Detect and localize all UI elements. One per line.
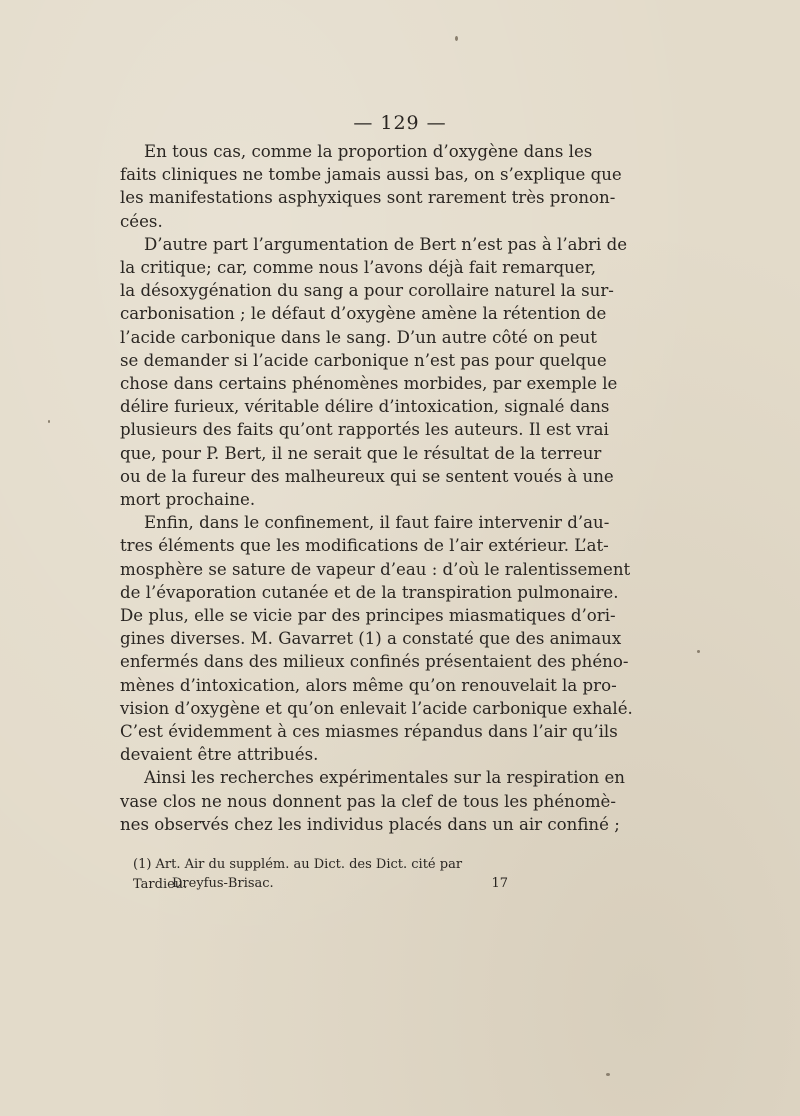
text-line: plusieurs des faits qu’ont rapportés les auteurs. Il est vrai [120,420,609,440]
text-line: gines diverses. M. Gavarret (1) a constaté que des animaux [120,629,622,649]
body-text [120,140,633,836]
text-line: mènes d’intoxication, alors même qu’on renouvelait la pro- [120,675,617,695]
text-line: Enfin, dans le confinement, il faut faire intervenir d’au- [144,513,610,533]
text-line: mort prochaine. [120,490,256,510]
text-line: délire furieux, véritable délire d’intoxication, signalé dans [120,397,610,417]
text-line: Ainsi les recherches expérimentales sur la respiration en [144,768,625,788]
text-line: les manifestations asphyxiques sont rarement très pronon- [120,188,616,208]
text-line: chose dans certains phénomènes morbides, par exemple le [120,374,618,394]
footnote: (1) Art. Air du supplém. au Dict. des Dict. cité par Tardieu. [133,857,463,892]
text-line: ou de la fureur des malheureux qui se sentent voués à une [120,466,614,486]
text-line: carbonisation ; le défaut d’oxygène amène la rétention de [120,304,607,324]
text-line: devaient être attribués. [120,745,319,765]
text-line: enfermés dans des milieux confinés présentaient des phéno- [120,652,629,672]
text-line: l’acide carbonique dans le sang. D’un autre côté on peut [120,327,597,347]
paper-speck [48,420,50,423]
page-number: — 129 — [353,112,447,134]
text-line: De plus, elle se vicie par des principes miasmatiques d’ori- [120,606,616,626]
text-line: mosphère se sature de vapeur d’eau : d’où le ralentissement [120,559,631,579]
text-line: tres éléments que les modifications de l’air extérieur. L’at- [120,536,609,556]
text-line: D’autre part l’argumentation de Bert n’est pas à l’abri de [144,234,628,254]
text-line: la critique; car, comme nous l’avons déjà fait remarquer, [120,258,597,278]
signature-author: Dreyfus-Brisac. [172,876,274,891]
text-line: que, pour P. Bert, il ne serait que le résultat de la terreur [120,443,602,463]
text-line: C’est évidemment à ces miasmes répandus dans l’air qu’ils [120,722,618,742]
text-line: faits cliniques ne tombe jamais aussi bas, on s’explique que [120,165,622,185]
signature-number: 17 [491,876,508,891]
text-line: se demander si l’acide carbonique n’est pas pour quelque [120,350,607,370]
text-line: vase clos ne nous donnent pas la clef de tous les phénomè- [120,791,616,811]
paper-speck [697,650,700,653]
paper-speck [606,1073,610,1076]
text-line: En tous cas, comme la proportion d’oxygène dans les [144,142,593,161]
text-line: vision d’oxygène et qu’on enlevait l’acide carbonique exhalé. [120,698,633,718]
paper-speck [455,36,458,41]
text-line: cées. [120,211,163,231]
text-line: la désoxygénation du sang a pour corollaire naturel la sur- [120,281,614,301]
text-line: nes observés chez les individus placés dans un air confiné ; [120,814,620,834]
text-line: de l’évaporation cutanée et de la transpiration pulmonaire. [120,582,619,602]
